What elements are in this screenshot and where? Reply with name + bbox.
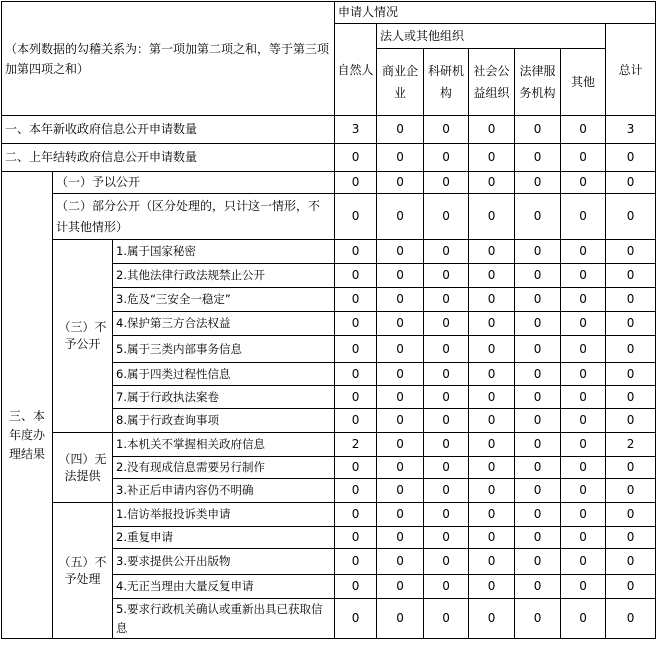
unable-provide-reason-value: 0	[561, 457, 606, 479]
not-disclosed-reason-value: 0	[377, 240, 424, 264]
not-processed-reason-value: 0	[377, 575, 424, 599]
not-disclosed-reason-value: 0	[424, 336, 469, 363]
not-disclosed-reason-value: 0	[335, 409, 377, 433]
not-processed-reason-value: 0	[335, 599, 377, 639]
header-other: 其他	[561, 49, 606, 116]
not-disclosed-reason-value: 0	[561, 288, 606, 312]
unable-provide-reason-value: 2	[606, 433, 656, 457]
not-disclosed-reason-value: 0	[469, 288, 515, 312]
not-disclosed-reason-value: 0	[515, 386, 561, 409]
row-new-requests-value: 0	[469, 116, 515, 144]
header-research: 科研机构	[424, 49, 469, 116]
not-disclosed-reason: 4.保护第三方合法权益	[113, 312, 335, 336]
not-disclosed-reason-value: 0	[377, 336, 424, 363]
not-disclosed-reason-value: 0	[515, 336, 561, 363]
not-disclosed-reason-value: 0	[606, 312, 656, 336]
not-disclosed-reason-value: 0	[515, 264, 561, 288]
not-disclosed-reason-value: 0	[335, 336, 377, 363]
not-processed-reason-value: 0	[515, 527, 561, 549]
not-processed-reason-value: 0	[606, 599, 656, 639]
not-processed-reason-value: 0	[515, 575, 561, 599]
section-results-label: 三、本年度办理结果	[2, 172, 53, 639]
header-commercial: 商业企业	[377, 49, 424, 116]
not-disclosed-reason-value: 0	[561, 386, 606, 409]
row-new-requests-value: 3	[606, 116, 656, 144]
not-disclosed-reason-value: 0	[424, 240, 469, 264]
unable-provide-reason-value: 2	[335, 433, 377, 457]
not-disclosed-reason-value: 0	[424, 409, 469, 433]
not-disclosed-reason-value: 0	[469, 409, 515, 433]
unable-provide-reason-value: 0	[424, 457, 469, 479]
unable-provide-reason-value: 0	[561, 479, 606, 503]
table-row	[2, 172, 656, 194]
not-processed-reason-value: 0	[335, 549, 377, 575]
not-processed-reason-value: 0	[377, 599, 424, 639]
unable-provide-reason-value: 0	[424, 479, 469, 503]
unable-provide-reason-value: 0	[515, 457, 561, 479]
not-disclosed-reason-value: 0	[515, 240, 561, 264]
not-disclosed-reason-value: 0	[424, 312, 469, 336]
not-processed-reason: 4.无正当理由大量反复申请	[113, 575, 335, 599]
not-processed-reason-value: 0	[515, 599, 561, 639]
not-processed-reason-value: 0	[561, 503, 606, 527]
not-processed-reason-value: 0	[561, 527, 606, 549]
not-processed-reason-value: 0	[515, 503, 561, 527]
group-partial-value: 0	[335, 194, 377, 240]
not-disclosed-reason-value: 0	[424, 386, 469, 409]
not-disclosed-reason-value: 0	[515, 363, 561, 386]
table-row	[2, 503, 656, 527]
row-new-requests-value: 0	[377, 116, 424, 144]
group-partial: （二）部分公开（区分处理的，只计这一情形，不计其他情形）	[53, 194, 335, 240]
row-carried-over-value: 0	[424, 144, 469, 172]
unable-provide-reason-value: 0	[515, 479, 561, 503]
not-processed-reason-value: 0	[469, 575, 515, 599]
not-disclosed-reason-value: 0	[377, 312, 424, 336]
row-carried-over: 二、上年结转政府信息公开申请数量	[2, 144, 335, 172]
unable-provide-reason-value: 0	[606, 479, 656, 503]
not-disclosed-reason-value: 0	[561, 264, 606, 288]
unable-provide-reason-value: 0	[561, 433, 606, 457]
group-not-processed: （五）不予处理	[53, 503, 113, 639]
not-processed-reason-value: 0	[606, 549, 656, 575]
unable-provide-reason: 1.本机关不掌握相关政府信息	[113, 433, 335, 457]
not-disclosed-reason-value: 0	[606, 336, 656, 363]
not-processed-reason-value: 0	[335, 575, 377, 599]
header-legal-service: 法律服务机构	[515, 49, 561, 116]
unable-provide-reason-value: 0	[335, 457, 377, 479]
not-disclosed-reason-value: 0	[606, 264, 656, 288]
group-partial-value: 0	[424, 194, 469, 240]
group-partial-value: 0	[377, 194, 424, 240]
table-row	[2, 144, 656, 172]
table-row	[2, 433, 656, 457]
unable-provide-reason-value: 0	[377, 457, 424, 479]
not-disclosed-reason-value: 0	[335, 363, 377, 386]
unable-provide-reason: 3.补正后申请内容仍不明确	[113, 479, 335, 503]
unable-provide-reason-value: 0	[469, 457, 515, 479]
not-processed-reason-value: 0	[515, 549, 561, 575]
unable-provide-reason-value: 0	[469, 433, 515, 457]
group-partial-value: 0	[515, 194, 561, 240]
not-disclosed-reason-value: 0	[424, 363, 469, 386]
not-disclosed-reason: 5.属于三类内部事务信息	[113, 336, 335, 363]
not-disclosed-reason-value: 0	[469, 336, 515, 363]
group-disclosed-value: 0	[335, 172, 377, 194]
not-disclosed-reason: 6.属于四类过程性信息	[113, 363, 335, 386]
not-disclosed-reason-value: 0	[469, 264, 515, 288]
row-new-requests: 一、本年新收政府信息公开申请数量	[2, 116, 335, 144]
row-new-requests-value: 0	[424, 116, 469, 144]
group-partial-value: 0	[606, 194, 656, 240]
unable-provide-reason-value: 0	[377, 479, 424, 503]
not-disclosed-reason: 2.其他法律行政法规禁止公开	[113, 264, 335, 288]
not-processed-reason: 3.要求提供公开出版物	[113, 549, 335, 575]
not-disclosed-reason-value: 0	[561, 363, 606, 386]
not-processed-reason-value: 0	[606, 503, 656, 527]
header-total: 总计	[606, 24, 656, 116]
not-disclosed-reason: 1.属于国家秘密	[113, 240, 335, 264]
group-disclosed-value: 0	[515, 172, 561, 194]
table-row	[2, 194, 656, 240]
not-processed-reason-value: 0	[469, 503, 515, 527]
not-disclosed-reason: 7.属于行政执法案卷	[113, 386, 335, 409]
not-disclosed-reason-value: 0	[335, 288, 377, 312]
group-disclosed: （一）予以公开	[53, 172, 335, 194]
not-disclosed-reason-value: 0	[335, 312, 377, 336]
not-processed-reason-value: 0	[377, 503, 424, 527]
statistics-table	[1, 1, 656, 639]
unable-provide-reason-value: 0	[469, 479, 515, 503]
unable-provide-reason-value: 0	[377, 433, 424, 457]
not-disclosed-reason-value: 0	[377, 409, 424, 433]
not-disclosed-reason-value: 0	[377, 386, 424, 409]
header-public-welfare: 社会公益组织	[469, 49, 515, 116]
not-processed-reason-value: 0	[469, 549, 515, 575]
not-processed-reason-value: 0	[606, 527, 656, 549]
unable-provide-reason-value: 0	[606, 457, 656, 479]
row-carried-over-value: 0	[515, 144, 561, 172]
header-applicant-info: 申请人情况	[335, 2, 656, 24]
not-disclosed-reason-value: 0	[515, 409, 561, 433]
group-partial-value: 0	[561, 194, 606, 240]
not-disclosed-reason-value: 0	[561, 336, 606, 363]
not-processed-reason-value: 0	[335, 527, 377, 549]
row-carried-over-value: 0	[561, 144, 606, 172]
not-disclosed-reason-value: 0	[469, 240, 515, 264]
row-carried-over-value: 0	[606, 144, 656, 172]
not-disclosed-reason-value: 0	[469, 386, 515, 409]
row-new-requests-value: 3	[335, 116, 377, 144]
row-new-requests-value: 0	[515, 116, 561, 144]
row-new-requests-value: 0	[561, 116, 606, 144]
not-disclosed-reason-value: 0	[377, 264, 424, 288]
not-disclosed-reason-value: 0	[515, 312, 561, 336]
group-disclosed-value: 0	[469, 172, 515, 194]
not-disclosed-reason-value: 0	[561, 409, 606, 433]
table-row	[2, 116, 656, 144]
not-processed-reason-value: 0	[561, 575, 606, 599]
group-partial-value: 0	[469, 194, 515, 240]
not-disclosed-reason-value: 0	[606, 386, 656, 409]
header-natural-person: 自然人	[335, 24, 377, 116]
unable-provide-reason-value: 0	[515, 433, 561, 457]
not-processed-reason: 5.要求行政机关确认或重新出具已获取信息	[113, 599, 335, 639]
not-disclosed-reason-value: 0	[561, 312, 606, 336]
not-disclosed-reason-value: 0	[515, 288, 561, 312]
not-processed-reason-value: 0	[424, 527, 469, 549]
not-processed-reason-value: 0	[561, 549, 606, 575]
not-disclosed-reason-value: 0	[606, 240, 656, 264]
group-disclosed-value: 0	[424, 172, 469, 194]
not-disclosed-reason-value: 0	[377, 288, 424, 312]
not-disclosed-reason-value: 0	[606, 409, 656, 433]
not-disclosed-reason: 3.危及“三安全一稳定”	[113, 288, 335, 312]
group-disclosed-value: 0	[561, 172, 606, 194]
not-disclosed-reason-value: 0	[335, 386, 377, 409]
not-processed-reason-value: 0	[377, 549, 424, 575]
table-row	[2, 240, 656, 264]
not-disclosed-reason-value: 0	[335, 264, 377, 288]
not-disclosed-reason-value: 0	[424, 264, 469, 288]
unable-provide-reason-value: 0	[424, 433, 469, 457]
not-processed-reason-value: 0	[377, 527, 424, 549]
not-processed-reason: 2.重复申请	[113, 527, 335, 549]
not-processed-reason-value: 0	[335, 503, 377, 527]
not-processed-reason-value: 0	[469, 599, 515, 639]
not-processed-reason-value: 0	[469, 527, 515, 549]
row-carried-over-value: 0	[377, 144, 424, 172]
unable-provide-reason: 2.没有现成信息需要另行制作	[113, 457, 335, 479]
not-disclosed-reason-value: 0	[377, 363, 424, 386]
not-disclosed-reason-value: 0	[561, 240, 606, 264]
group-not-disclosed: （三）不予公开	[53, 240, 113, 433]
row-carried-over-value: 0	[335, 144, 377, 172]
unable-provide-reason-value: 0	[335, 479, 377, 503]
not-processed-reason: 1.信访举报投诉类申请	[113, 503, 335, 527]
not-disclosed-reason-value: 0	[606, 363, 656, 386]
not-processed-reason-value: 0	[424, 575, 469, 599]
not-disclosed-reason-value: 0	[606, 288, 656, 312]
not-disclosed-reason: 8.属于行政查询事项	[113, 409, 335, 433]
not-processed-reason-value: 0	[424, 503, 469, 527]
not-processed-reason-value: 0	[424, 599, 469, 639]
not-disclosed-reason-value: 0	[469, 363, 515, 386]
group-disclosed-value: 0	[377, 172, 424, 194]
not-processed-reason-value: 0	[561, 599, 606, 639]
not-disclosed-reason-value: 0	[469, 312, 515, 336]
header-legal-group: 法人或其他组织	[377, 24, 606, 49]
not-processed-reason-value: 0	[606, 575, 656, 599]
not-disclosed-reason-value: 0	[335, 240, 377, 264]
group-unable-provide: （四）无法提供	[53, 433, 113, 503]
header-note: （本列数据的勾稽关系为：第一项加第二项之和，等于第三项加第四项之和）	[2, 2, 335, 116]
group-disclosed-value: 0	[606, 172, 656, 194]
not-disclosed-reason-value: 0	[424, 288, 469, 312]
row-carried-over-value: 0	[469, 144, 515, 172]
not-processed-reason-value: 0	[424, 549, 469, 575]
